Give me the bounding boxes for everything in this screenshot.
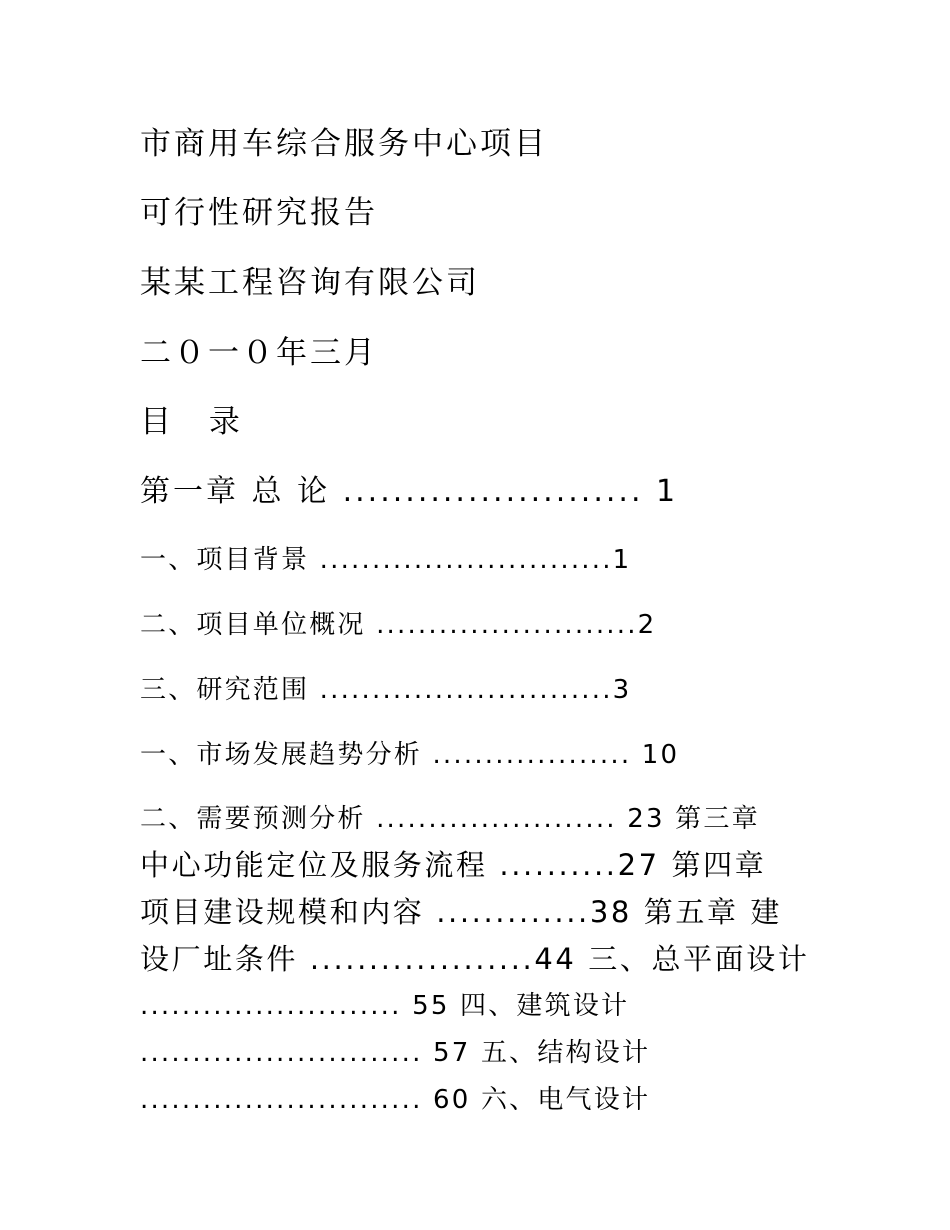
toc-entry-section: 一、市场发展趋势分析 ................... 10 bbox=[140, 740, 680, 770]
toc-flow-line: 设厂址条件 ...................44 三、总平面设计 bbox=[140, 942, 810, 976]
toc-entry-section: 三、研究范围 ............................3 bbox=[140, 675, 632, 705]
toc-flow-line: 项目建设规模和内容 .............38 第五章 建 bbox=[140, 895, 782, 929]
report-date: 二０一０年三月 bbox=[140, 335, 378, 371]
company-name: 某某工程咨询有限公司 bbox=[140, 265, 480, 301]
toc-flow-line: ........................... 57 五、结构设计 bbox=[140, 1038, 651, 1068]
toc-entry-section: 一、项目背景 ............................1 bbox=[140, 545, 632, 575]
toc-flow-line: 中心功能定位及服务流程 ..........27 第四章 bbox=[140, 848, 767, 882]
toc-entry-chapter1: 第一章 总 论 ........................ 1 bbox=[140, 474, 679, 509]
toc-flow-line: ........................... 60 六、电气设计 bbox=[140, 1085, 651, 1115]
toc-entry-section: 二、项目单位概况 .........................2 bbox=[140, 610, 657, 640]
report-title-line2: 可行性研究报告 bbox=[140, 195, 378, 231]
toc-flow-line: ......................... 55 四、建筑设计 bbox=[140, 991, 630, 1021]
report-title-line1: 市商用车综合服务中心项目 bbox=[140, 126, 548, 162]
toc-flow-line: 二、需要预测分析 ....................... 23 第三章 bbox=[140, 804, 760, 834]
toc-heading: 目 录 bbox=[140, 404, 254, 440]
